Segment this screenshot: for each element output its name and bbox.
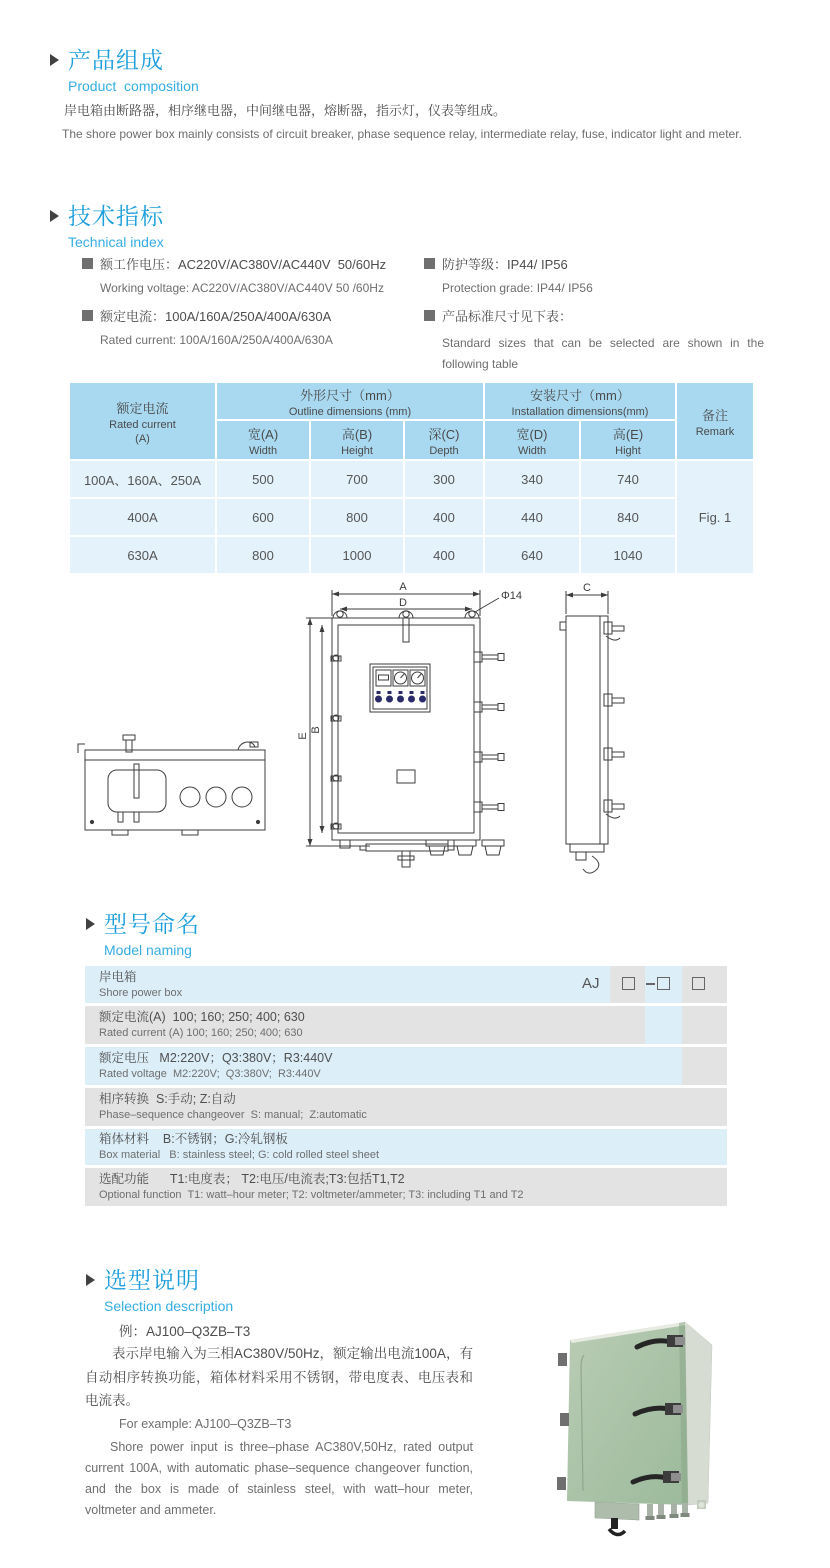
spec-protection-grade xyxy=(424,254,764,295)
table-row xyxy=(70,537,753,573)
square-bullet-icon xyxy=(424,258,435,269)
cell: 400 xyxy=(405,537,483,573)
spec-rated-current xyxy=(82,306,412,347)
indicator-lights xyxy=(375,691,426,703)
cell-remark: Fig. 1 xyxy=(677,461,753,573)
section-title: 产品组成 xyxy=(68,47,164,73)
section-title: 选型说明 xyxy=(104,1267,200,1293)
spec-en: Rated current: 100A/160A/250A/400A/630A xyxy=(100,333,333,347)
col-header-depth-c: 深(C) Depth xyxy=(405,421,483,459)
dim-label-e: E xyxy=(297,732,309,740)
naming-row-phase-sequence: 相序转换 S:手动; Z:自动 Phase–sequence changeover S: manual; Z:automatic xyxy=(99,1092,367,1121)
naming-row-optional-function: 选配功能 T1:电度表； T2:电压/电流表;T3:包括T1,T2 Optional function T1: watt–hour meter; T2: voltmeter/ammeter; T3: including T1 and T2 xyxy=(99,1172,524,1201)
cell: 600 xyxy=(217,499,309,535)
cell: 740 xyxy=(581,461,675,497)
model-prefix: AJ xyxy=(582,975,600,992)
spec-standard-sizes xyxy=(424,306,764,375)
cell: 800 xyxy=(217,537,309,573)
section-subtitle: Technical index xyxy=(68,234,164,250)
cell-current: 400A xyxy=(70,499,215,535)
section-subtitle: Product composition xyxy=(68,78,199,94)
model-naming-table xyxy=(85,966,727,1206)
cell: 840 xyxy=(581,499,675,535)
dim-label-b: B xyxy=(310,726,322,734)
selection-example-cn: 例：AJ100–Q3ZB–T3 xyxy=(119,1324,251,1339)
col-group-installation: 安装尺寸（mm） Installation dimensions(mm) xyxy=(485,383,675,419)
cell: 640 xyxy=(485,537,579,573)
cell: 800 xyxy=(311,499,403,535)
product-photo xyxy=(545,1298,830,1566)
spec-cn: 产品标准尺寸见下表： xyxy=(442,309,573,324)
selection-example-en: For example: AJ100–Q3ZB–T3 xyxy=(119,1417,292,1431)
product-composition-heading xyxy=(50,42,199,94)
product-composition-text-en: The shore power box mainly consists of circuit breaker, phase sequence relay, intermediate relay, fuse, indicator light and meter. xyxy=(62,127,742,141)
door-latches xyxy=(474,652,504,812)
naming-col-strip xyxy=(682,1006,727,1044)
dim-label-d: D xyxy=(399,597,407,609)
cabinet-side xyxy=(685,1322,712,1505)
col-header-remark: 备注 Remark xyxy=(677,383,753,459)
col-header-width-a: 宽(A) Width xyxy=(217,421,309,459)
side-latches xyxy=(604,622,624,818)
naming-row-rated-voltage: 额定电压 M2:220V；Q3:380V；R3:440V Rated voltage M2:220V; Q3:380V; R3:440V xyxy=(99,1051,333,1080)
arrow-icon xyxy=(86,918,95,930)
code-box-current xyxy=(622,977,635,990)
arrow-icon xyxy=(50,210,59,222)
section-title: 技术指标 xyxy=(68,203,164,229)
spec-en: Protection grade: IP44/ IP56 xyxy=(442,281,593,295)
square-bullet-icon xyxy=(424,310,435,321)
section-subtitle: Model naming xyxy=(104,942,192,958)
bottom-bracket xyxy=(595,1502,639,1520)
dim-label-a: A xyxy=(399,581,407,593)
cell: 1040 xyxy=(581,537,675,573)
col-header-rated-current: 额定电流 Rated current (A) xyxy=(70,383,215,459)
col-header-width-d: 宽(D) Width xyxy=(485,421,579,459)
spec-cn: 额工作电压：AC220V/AC380V/AC440V 50/60Hz xyxy=(100,257,387,272)
selection-body-cn: 表示岸电输入为三相AC380V/50Hz，额定输出电流100A，有自动相序转换功能，箱体材料采用不锈钢，带电度表、电压表和电流表。 xyxy=(85,1346,473,1408)
naming-row-rated-current: 额定电流(A) 100; 160; 250; 400; 630 Rated current (A) 100; 160; 250; 400; 630 xyxy=(99,1010,305,1039)
naming-col-strip xyxy=(645,1006,682,1044)
size-table xyxy=(68,381,755,575)
arrow-icon xyxy=(86,1274,95,1286)
hinges xyxy=(557,1353,569,1490)
cell: 1000 xyxy=(311,537,403,573)
table-row xyxy=(70,499,753,535)
arrow-icon xyxy=(50,54,59,66)
table-row xyxy=(70,461,753,497)
cell: 400 xyxy=(405,499,483,535)
cell: 440 xyxy=(485,499,579,535)
spec-cn: 防护等级：IP44/ IP56 xyxy=(442,257,568,272)
spec-en: Working voltage: AC220V/AC380V/AC440V 50 /60Hz xyxy=(100,281,384,295)
square-bullet-icon xyxy=(82,310,93,321)
col-group-outline: 外形尺寸（mm） Outline dimensions (mm) xyxy=(217,383,483,419)
cell-current: 630A xyxy=(70,537,215,573)
spec-cn: 额定电流：100A/160A/250A/400A/630A xyxy=(100,309,332,324)
code-dash xyxy=(646,983,655,985)
technical-index-heading xyxy=(50,198,164,250)
square-bullet-icon xyxy=(82,258,93,269)
cell: 300 xyxy=(405,461,483,497)
cell: 700 xyxy=(311,461,403,497)
code-box-optional xyxy=(692,977,705,990)
selection-description-heading xyxy=(86,1262,233,1314)
col-header-hight-e: 高(E) Hight xyxy=(581,421,675,459)
model-naming-heading xyxy=(86,906,200,958)
section-subtitle: Selection description xyxy=(104,1298,234,1314)
naming-col-strip xyxy=(682,1047,727,1085)
spec-working-voltage xyxy=(82,254,412,295)
dim-label-hole: Φ14 xyxy=(501,590,523,602)
section-title: 型号命名 xyxy=(104,911,200,937)
selection-body-en: Shore power input is three–phase AC380V,50Hz, rated output current 100A, with automatic phase–sequence changeover function, and the box is made of stainless steel, with watt–hour meter, voltmeter and ammeter. xyxy=(85,1440,473,1517)
dim-label-c: C xyxy=(583,582,591,594)
cell-current: 100A、160A、250A xyxy=(70,461,215,497)
cell: 500 xyxy=(217,461,309,497)
code-box-voltage xyxy=(657,977,670,990)
cell: 340 xyxy=(485,461,579,497)
naming-row-shore-power-box: 岸电箱 Shore power box xyxy=(99,970,183,999)
product-composition-text-cn: 岸电箱由断路器，相序继电器，中间继电器，熔断器，指示灯，仪表等组成。 xyxy=(64,103,507,118)
naming-row-box-material: 箱体材料 B:不锈钢；G:冷轧钢板 Box material B: stainless steel; G: cold rolled steel sheet xyxy=(99,1132,380,1161)
col-header-height-b: 高(B) Height xyxy=(311,421,403,459)
dimension-drawing xyxy=(70,578,770,883)
spec-en: Standard sizes that can be selected are shown in the following table xyxy=(442,336,764,371)
